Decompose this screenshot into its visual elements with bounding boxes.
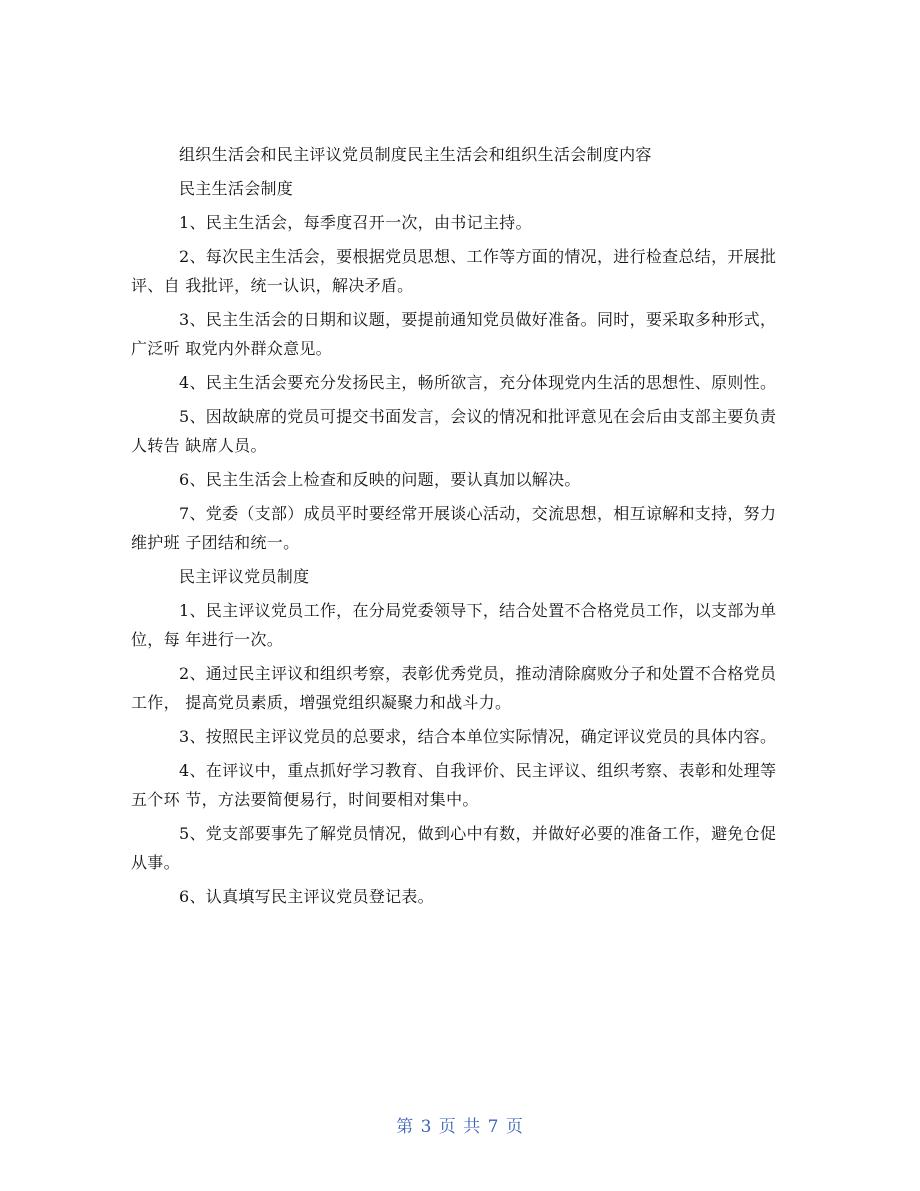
- paragraph: 3、按照民主评议党员的总要求，结合本单位实际情况，确定评议党员的具体内容。: [179, 727, 777, 746]
- document-body: [131, 140, 789, 916]
- paragraph: 4、在评议中，重点抓好学习教育、自我评价、民主评议、组织考察、表彰和处理等五个环 节，方法要简便易行，时间要相对集中。: [131, 761, 777, 809]
- section-heading-party-member-evaluation: 民主评议党员制度: [179, 567, 310, 586]
- paragraph: 6、认真填写民主评议党员登记表。: [179, 887, 434, 906]
- document-title: 组织生活会和民主评议党员制度民主生活会和组织生活会制度内容: [179, 145, 652, 164]
- paragraph: 3、民主生活会的日期和议题，要提前通知党员做好准备。同时，要采取多种形式，广泛听 取党内外群众意见。: [131, 310, 777, 358]
- section-heading-democratic-life-meeting: 民主生活会制度: [179, 179, 294, 198]
- paragraph: 5、因故缺席的党员可提交书面发言，会议的情况和批评意见在会后由支部主要负责人转告 缺席人员。: [131, 407, 777, 455]
- paragraph: 4、民主生活会要充分发扬民主，畅所欲言，充分体现党内生活的思想性、原则性。: [179, 373, 777, 392]
- paragraph: 6、民主生活会上检查和反映的问题，要认真加以解决。: [179, 470, 581, 489]
- paragraph: 7、党委（支部）成员平时要经常开展谈心活动，交流思想，相互谅解和支持，努力维护班 子团结和统一。: [131, 504, 777, 552]
- page-number-footer: 第 3 页 共 7 页: [396, 1117, 524, 1137]
- paragraph: 1、民主评议党员工作，在分局党委领导下，结合处置不合格党员工作，以支部为单位，每 年进行一次。: [131, 601, 777, 649]
- paragraph: 2、通过民主评议和组织考察，表彰优秀党员，推动清除腐败分子和处置不合格党员工作， 提高党员素质，增强党组织凝聚力和战斗力。: [131, 664, 777, 712]
- paragraph: 5、党支部要事先了解党员情况，做到心中有数，并做好必要的准备工作，避免仓促从事。: [131, 824, 777, 872]
- paragraph: 2、每次民主生活会，要根据党员思想、工作等方面的情况，进行检查总结，开展批评、自 我批评，统一认识，解决矛盾。: [131, 247, 777, 295]
- paragraph: 1、民主生活会，每季度召开一次，由书记主持。: [179, 213, 532, 232]
